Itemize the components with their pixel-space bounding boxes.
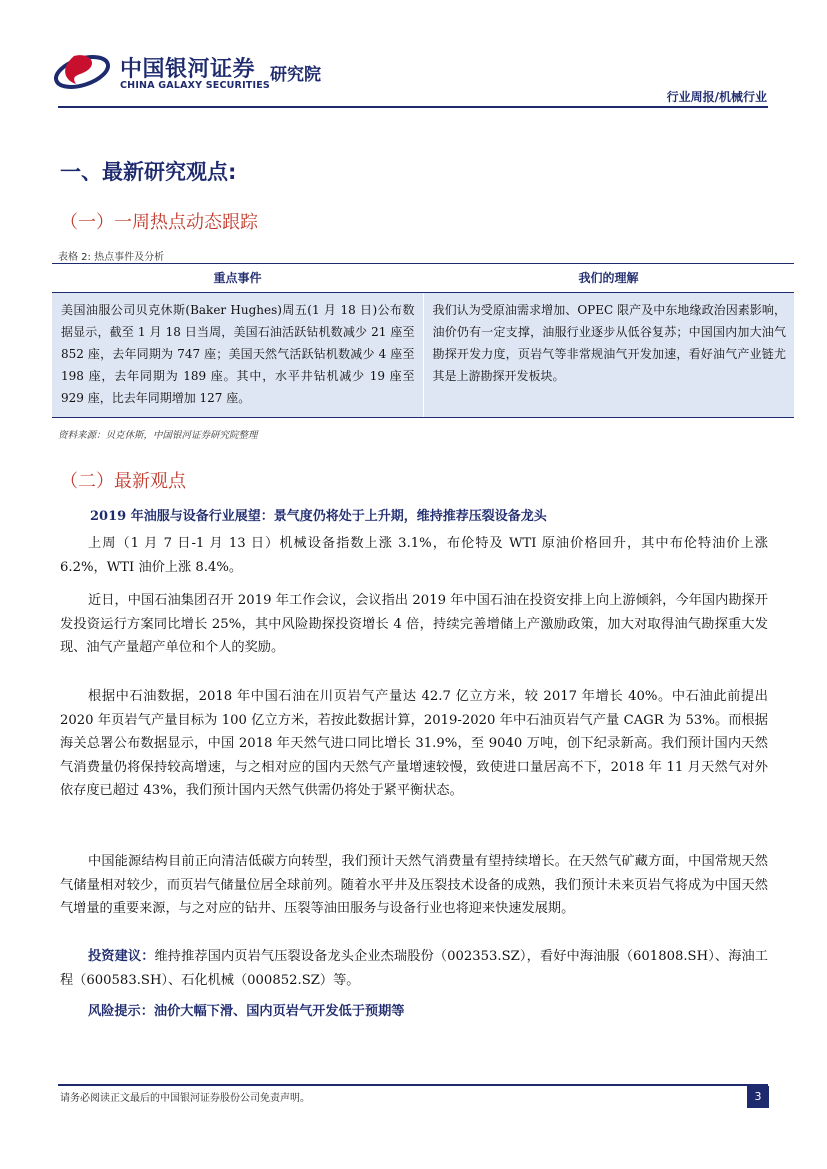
paragraph-weekly-market: 上周（1 月 7 日-1 月 13 日）机械设备指数上涨 3.1%，布伦特及 WTI 原油价格回升，其中布伦特油价上涨 6.2%，WTI 油价上涨 8.4%。	[60, 536, 768, 575]
outlook-heading: 2019 年油服与设备行业展望：景气度仍将处于上升期，维持推荐压裂设备龙头	[90, 509, 547, 524]
risk-warning-text: 风险提示：油价大幅下滑、国内页岩气开发低于预期等	[88, 1004, 405, 1019]
report-type: 行业周报/机械行业	[666, 90, 767, 104]
table-cell-event: 美国油服公司贝克休斯(Baker Hughes)周五(1 月 18 日)公布数据显示，截至 1 月 18 日当周，美国石油活跃钻机数减少 21 座至 852 座，去年同期为 747 座；美国天然气活跃钻机数减少 4 座至 198 座，去年同期为 189 座。其中，水平井钻机减少 19 座至 929 座，比去年同期增加 127 座。	[61, 303, 415, 405]
brand-name-en: CHINA GALAXY SECURITIES	[120, 80, 270, 91]
footer-divider	[58, 1084, 768, 1086]
subsection-title-1: （一）一周热点动态跟踪	[60, 212, 258, 233]
header-divider	[58, 106, 768, 108]
hot-events-table	[52, 263, 794, 418]
table-header-row	[52, 264, 794, 293]
paragraph-risk-warning	[60, 1000, 768, 1024]
paragraph-investment-advice	[60, 945, 768, 992]
institute-label: 研究院	[270, 65, 321, 85]
subsection-title-2: （二）最新观点	[60, 471, 186, 492]
page-number: 3	[747, 1086, 769, 1108]
investment-advice-text: 维持推荐国内页岩气压裂设备龙头企业杰瑞股份（002353.SZ），看好中海油服（601808.SH）、海油工程（600583.SH）、石化机械（000852.SZ）等。	[60, 949, 768, 988]
table-source: 资料来源：贝克休斯，中国银河证券研究院整理	[58, 430, 258, 441]
section-title: 一、最新研究观点:	[60, 160, 237, 184]
investment-advice-label: 投资建议：	[88, 949, 155, 964]
table-header-event: 重点事件	[213, 271, 262, 285]
galaxy-logo-icon	[54, 50, 110, 90]
table-caption: 表格 2: 热点事件及分析	[58, 252, 165, 263]
paragraph-energy-structure: 中国能源结构目前正向清洁低碳方向转型，我们预计天然气消费量有望持续增长。在天然气矿藏方面，中国常规天然气储量相对较少，而页岩气储量位居全球前列。随着水平井及压裂技术设备的成熟，我们预计未来页岩气将成为中国天然气增量的重要来源，与之对应的钻井、压裂等油田服务与设备行业也将迎来快速发展期。	[60, 854, 768, 916]
paragraph-shale-gas-data: 根据中石油数据，2018 年中国石油在川页岩气产量达 42.7 亿立方米，较 2017 年增长 40%。中石油此前提出 2020 年页岩气产量目标为 100 亿立方米，若按此数据计算，2019-2020 年中石油页岩气产量 CAGR 为 53%。而根据海关总署公布数据显示，中国 2018 年天然气进口同比增长 31.9%，至 9040 万吨，创下纪录新高。我们预计国内天然气消费量仍将保持较高增速，与之相对应的国内天然气产量增速较慢，致使进口量居高不下，2018 年 11 月天然气对外依存度已超过 43%，我们预计国内天然气供需仍将处于紧平衡状态。	[60, 689, 768, 798]
table-row	[52, 293, 794, 417]
paragraph-cnpc-meeting: 近日，中国石油集团召开 2019 年工作会议，会议指出 2019 年中国石油在投资安排上向上游倾斜，今年国内勘探开发投资运行方案同比增长 25%，其中风险勘探投资增长 4 倍，持续完善增储上产激励政策，加大对取得油气勘探重大发现、油气产量超产单位和个人的奖励。	[60, 593, 768, 655]
brand-name-cn: 中国银河证券	[120, 57, 256, 82]
footer-disclaimer: 请务必阅读正文最后的中国银河证券股份公司免责声明。	[60, 1093, 310, 1104]
table-header-understanding: 我们的理解	[578, 271, 639, 285]
table-cell-understanding: 我们认为受原油需求增加、OPEC 限产及中东地缘政治因素影响，油价仍有一定支撑，油服行业逐步从低谷复苏；中国国内加大油气勘探开发力度，页岩气等非常规油气开发加速，看好油气产业链尤其是上游勘探开发板块。	[423, 293, 795, 417]
